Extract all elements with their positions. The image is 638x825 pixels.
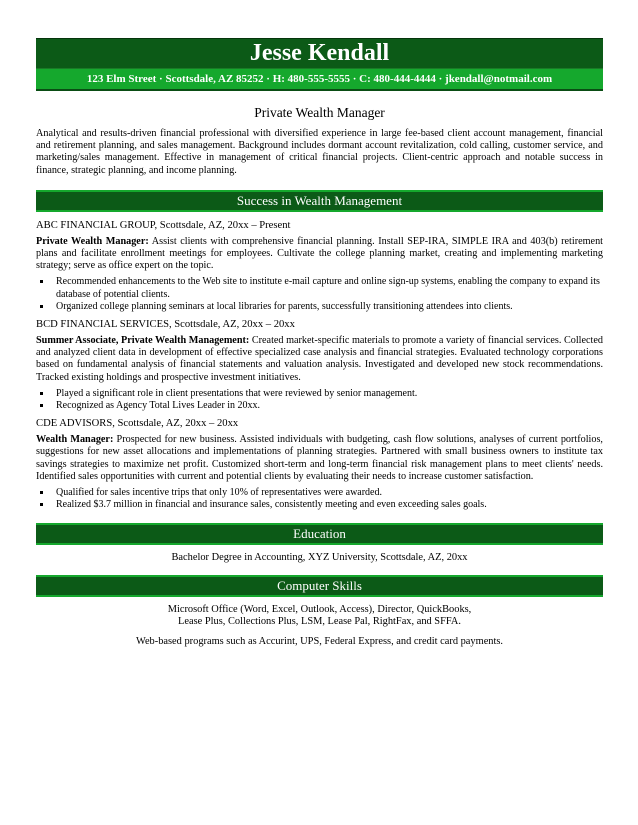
skills-line: Lease Plus, Collections Plus, LSM, Lease Pal, RightFax, and SFFA.	[178, 616, 461, 628]
employer-line: ABC FINANCIAL GROUP, Scottsdale, AZ, 20xx – Present	[36, 219, 291, 231]
role-description	[36, 236, 603, 273]
candidate-name: Jesse Kendall	[249, 40, 390, 66]
job-title: Private Wealth Manager	[254, 105, 385, 120]
employer-line: CDE ADVISORS, Scottsdale, AZ, 20xx – 20xx	[36, 418, 239, 430]
role-title: Summer Associate, Private Wealth Management:	[36, 335, 250, 347]
contact-bar	[36, 69, 603, 91]
education-line: Bachelor Degree in Accounting, XYZ University, Scottsdale, AZ, 20xx	[171, 552, 468, 564]
job-entry	[36, 418, 603, 511]
resume-page	[36, 38, 603, 648]
role-text: Assist clients with comprehensive financial planning. Install SEP-IRA, SIMPLE IRA and 403(b) retirement plans and facilitate enrollment meetings for employees. Cultivate the college planning market, creating and implementing marketing strategy; serve as office expert on the topic.	[36, 235, 604, 272]
section-title: Education	[293, 526, 346, 542]
section-title: Success in Wealth Management	[236, 192, 403, 208]
achievement-list	[36, 487, 603, 511]
section-header-experience	[36, 190, 603, 212]
section-title: Computer Skills	[277, 577, 362, 593]
list-item: Recognized as Agency Total Lives Leader in 20xx.	[36, 400, 603, 412]
job-entry	[36, 220, 603, 313]
job-entry	[36, 319, 603, 412]
section-header-skills	[36, 575, 603, 597]
list-item: Qualified for sales incentive trips that only 10% of representatives were awarded.	[36, 487, 603, 499]
name-header	[36, 38, 603, 69]
role-description	[36, 434, 603, 483]
achievement-list	[36, 388, 603, 412]
role-description	[36, 335, 603, 384]
summary-paragraph: Analytical and results-driven financial professional with diversified experience in large fee-based client account management, financial and retirement planning, and sales management. Background includes dormant account revitalization, cold calling, customer service, and marketing/sales management. Effective in management of critical financial projects. Client-centric approach and notable success in finance, strategic planning, and income planning.	[36, 128, 603, 176]
role-title: Wealth Manager:	[36, 434, 114, 446]
employer-line: BCD FINANCIAL SERVICES, Scottsdale, AZ, 20xx – 20xx	[36, 319, 295, 331]
section-header-education	[36, 523, 603, 545]
list-item: Recommended enhancements to the Web site to institute e-mail capture and online sign-up systems, enabling the company to expand its database of potential clients.	[36, 276, 603, 300]
list-item: Organized college planning seminars at local libraries for parents, successfully transitioning attendees into clients.	[36, 301, 603, 313]
list-item: Played a significant role in client presentations that were reviewed by senior management.	[36, 388, 603, 400]
skills-line: Microsoft Office (Word, Excel, Outlook, Access), Director, QuickBooks,	[167, 603, 472, 615]
achievement-list	[36, 276, 603, 313]
list-item: Realized $3.7 million in financial and insurance sales, consistently meeting and even exceeding sales goals.	[36, 499, 603, 511]
role-title: Private Wealth Manager:	[36, 235, 149, 247]
skills-line: Web-based programs such as Accurint, UPS, Federal Express, and credit card payments.	[135, 635, 504, 647]
contact-info: 123 Elm Street · Scottsdale, AZ 85252 · H: 480-555-5555 · C: 480-444-4444 · jkendall@notmail.com	[86, 73, 553, 85]
role-text: Prospected for new business. Assisted individuals with budgeting, cash flow solutions, analyses of current portfolios, suggestions for new asset allocations and implementations of planning strategies. Partnered with small business owners to institute tax savings strategies to maximize net profit. Customized short-term and long-term financial risk management plans to meet clients' needs. Identified sales opportunities with current and potential clients by evaluating their needs to increase customer satisfaction.	[36, 434, 603, 482]
role-text: Created market-specific materials to promote a variety of financial services. Collected and analyzed client data in development of effective specialized case analysis and financial strategies. Evaluated technology corporations based on fundamental analysis of financial statements and valuation analysis. Investigated and developed new stock recommendations. Tracked existing holdings and prospective investment initiatives.	[36, 335, 603, 383]
